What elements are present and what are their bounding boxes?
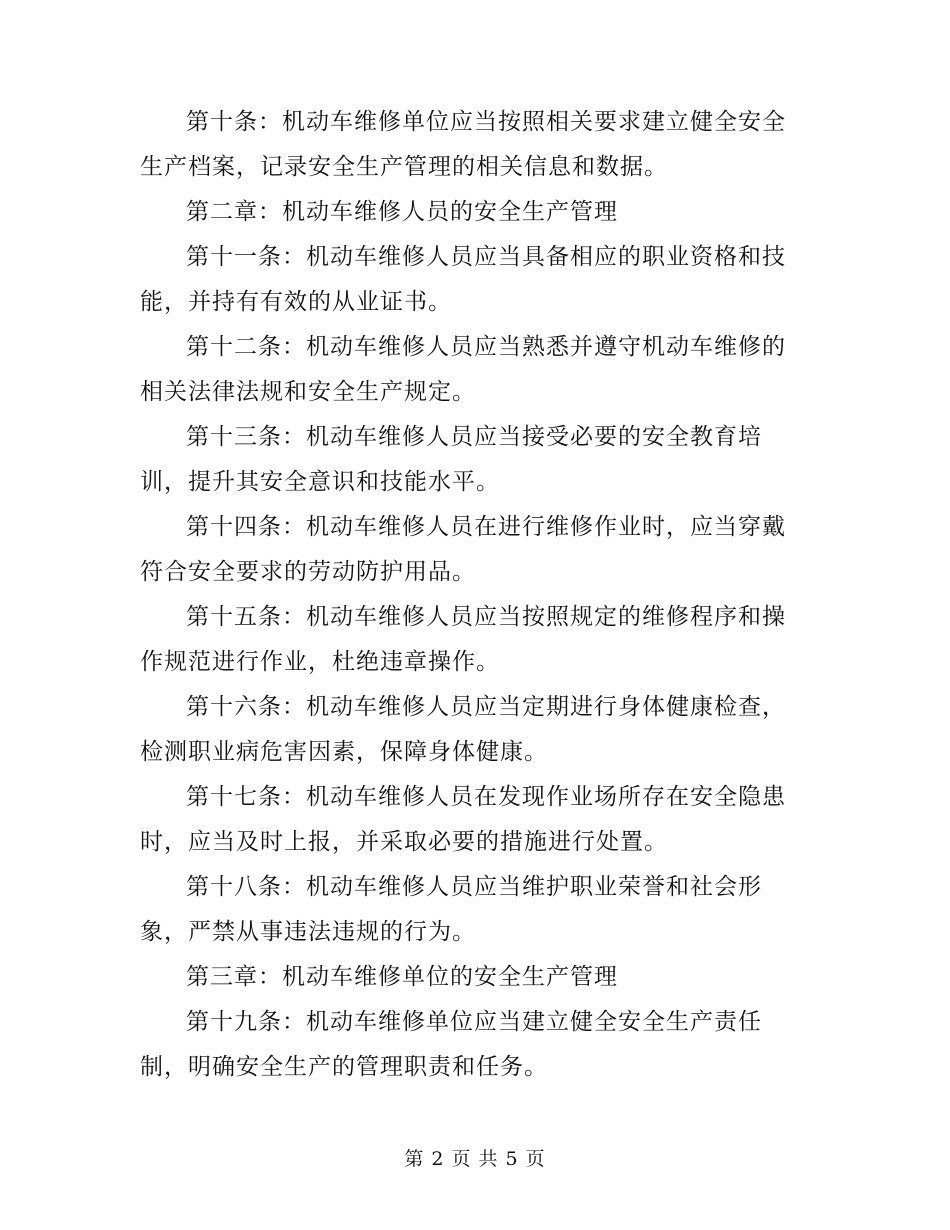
chapter-3-heading: 第三章：机动车维修单位的安全生产管理	[186, 964, 618, 990]
article-13: 第十三条：机动车维修人员应当接受必要的安全教育培训，提升其安全意识和技能水平。	[140, 424, 762, 495]
article-17: 第十七条：机动车维修人员在发现作业场所存在安全隐患时，应当及时上报，并采取必要的措施进行处置。	[140, 784, 786, 855]
article-10: 第十条：机动车维修单位应当按照相关要求建立健全安全生产档案，记录安全生产管理的相关信息和数据。	[140, 109, 786, 180]
article-19: 第十九条：机动车维修单位应当建立健全安全生产责任制，明确安全生产的管理职责和任务。	[140, 1009, 762, 1080]
article-18: 第十八条：机动车维修人员应当维护职业荣誉和社会形象，严禁从事违法违规的行为。	[140, 874, 762, 945]
article-12: 第十二条：机动车维修人员应当熟悉并遵守机动车维修的相关法律法规和安全生产规定。	[140, 334, 786, 405]
article-11: 第十一条：机动车维修人员应当具备相应的职业资格和技能，并持有有效的从业证书。	[140, 244, 786, 315]
chapter-2-heading: 第二章：机动车维修人员的安全生产管理	[186, 199, 618, 225]
article-16: 第十六条：机动车维修人员应当定期进行身体健康检查，检测职业病危害因素，保障身体健康。	[140, 694, 786, 765]
article-14: 第十四条：机动车维修人员在进行维修作业时，应当穿戴符合安全要求的劳动防护用品。	[140, 514, 786, 585]
page-number-footer: 第 2 页 共 5 页	[404, 1148, 546, 1170]
document-body	[140, 100, 800, 1090]
article-15: 第十五条：机动车维修人员应当按照规定的维修程序和操作规范进行作业，杜绝违章操作。	[140, 604, 786, 675]
